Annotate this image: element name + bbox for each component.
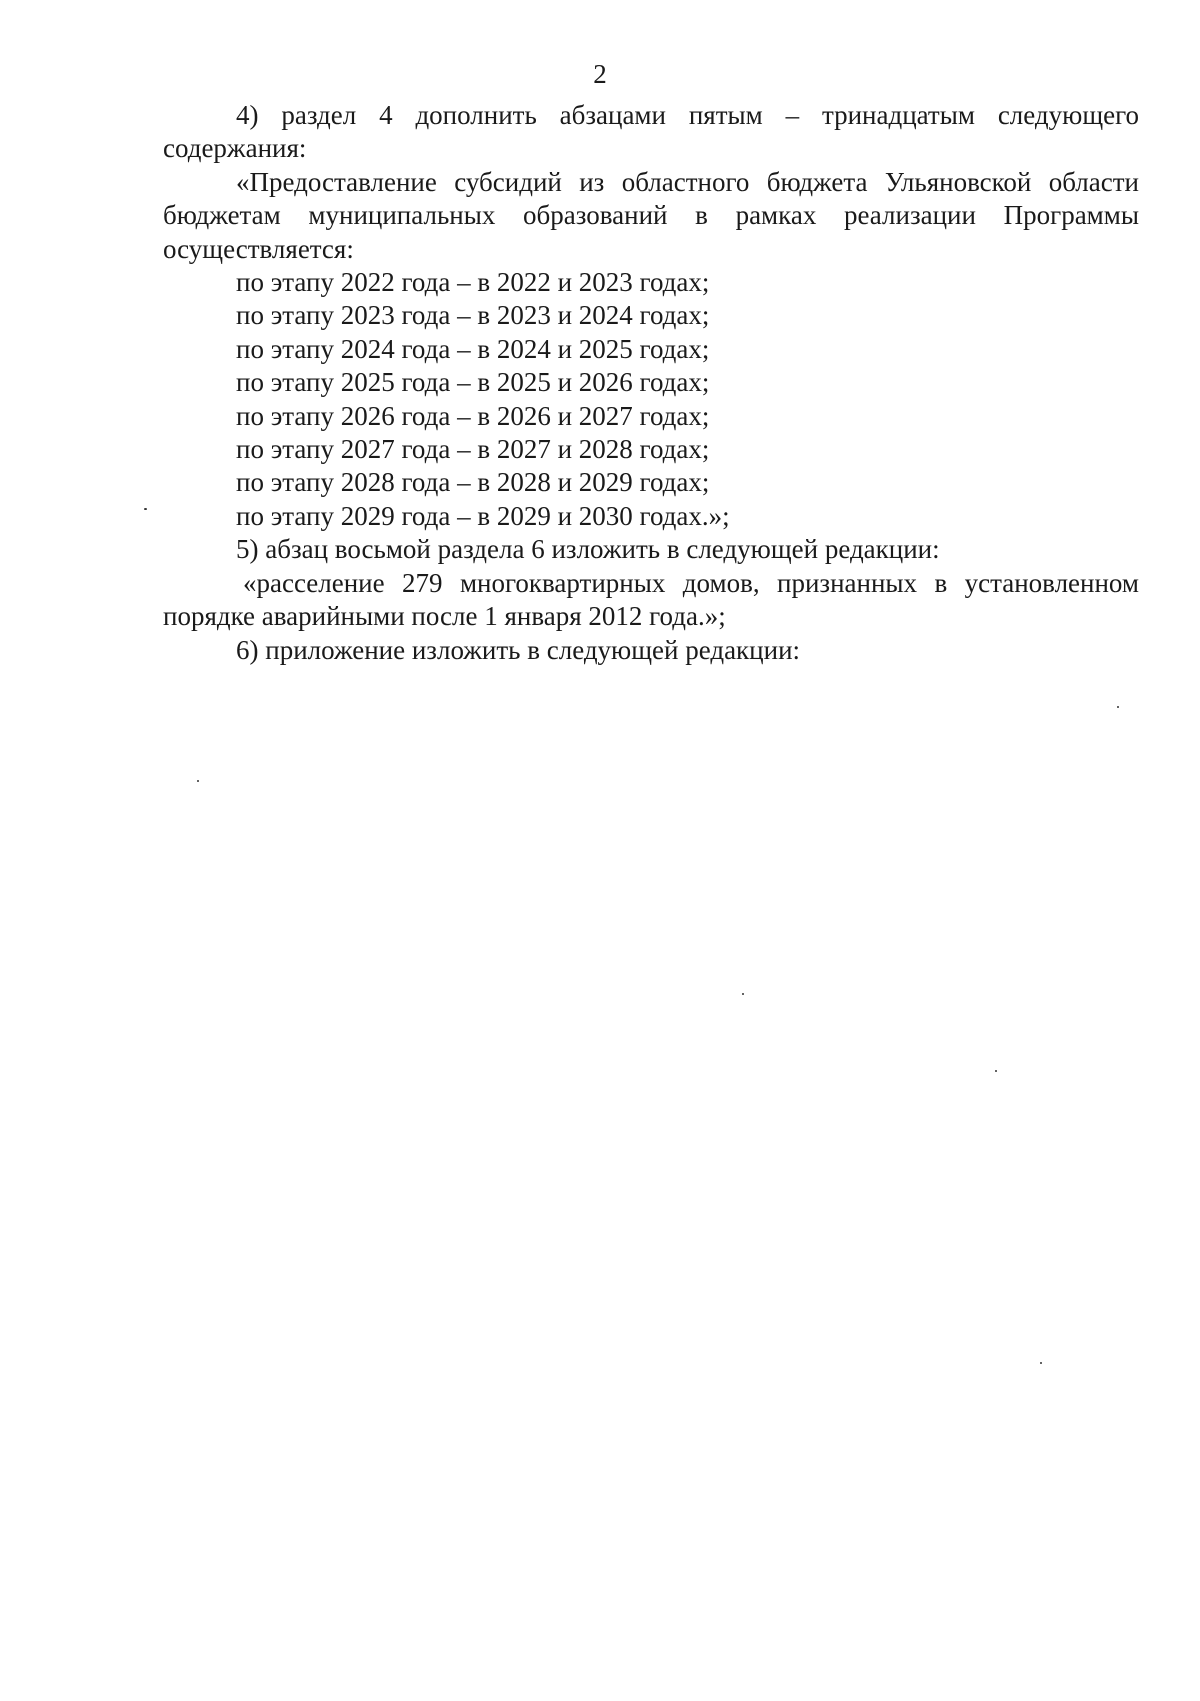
scan-speck: [144, 508, 147, 510]
scan-speck: [742, 993, 744, 995]
stage-item-2025: по этапу 2025 года – в 2025 и 2026 годах;: [236, 367, 710, 398]
paragraph-item-4: 4) раздел 4 дополнить абзацами пятым – тринадцатым следующего содержания:: [163, 100, 1139, 164]
stage-item-2026: по этапу 2026 года – в 2026 и 2027 годах;: [236, 400, 710, 431]
scan-speck: [1117, 706, 1119, 708]
stage-item-2024: по этапу 2024 года – в 2024 и 2025 годах;: [236, 333, 710, 364]
scan-speck: [197, 780, 199, 782]
stage-item-2029: по этапу 2029 года – в 2029 и 2030 годах.»;: [236, 500, 730, 531]
paragraph-resettlement: «расселение 279 многоквартирных домов, признанных в установленном порядке аварийными после 1 января 2012 года.»;: [163, 567, 1139, 632]
stage-list: [163, 266, 1139, 533]
document-body: [163, 99, 1139, 667]
stage-item-2028: по этапу 2028 года – в 2028 и 2029 годах;: [236, 467, 710, 498]
stage-item-2027: по этапу 2027 года – в 2027 и 2028 годах;: [236, 434, 710, 465]
paragraph-item-6: 6) приложение изложить в следующей редакции:: [236, 634, 801, 665]
scan-speck: [995, 1070, 997, 1072]
stage-item-2022: по этапу 2022 года – в 2022 и 2023 годах;: [236, 267, 710, 298]
stage-item-2023: по этапу 2023 года – в 2023 и 2024 годах;: [236, 300, 710, 331]
scan-speck: [1040, 1362, 1042, 1364]
paragraph-subsidy-provision: «Предоставление субсидий из областного бюджета Ульяновской области бюджетам муниципальных образований в рамках реализации Программы осуществляется:: [163, 166, 1139, 264]
page-number: 2: [593, 59, 607, 89]
paragraph-item-5: 5) абзац восьмой раздела 6 изложить в следующей редакции:: [236, 534, 940, 565]
